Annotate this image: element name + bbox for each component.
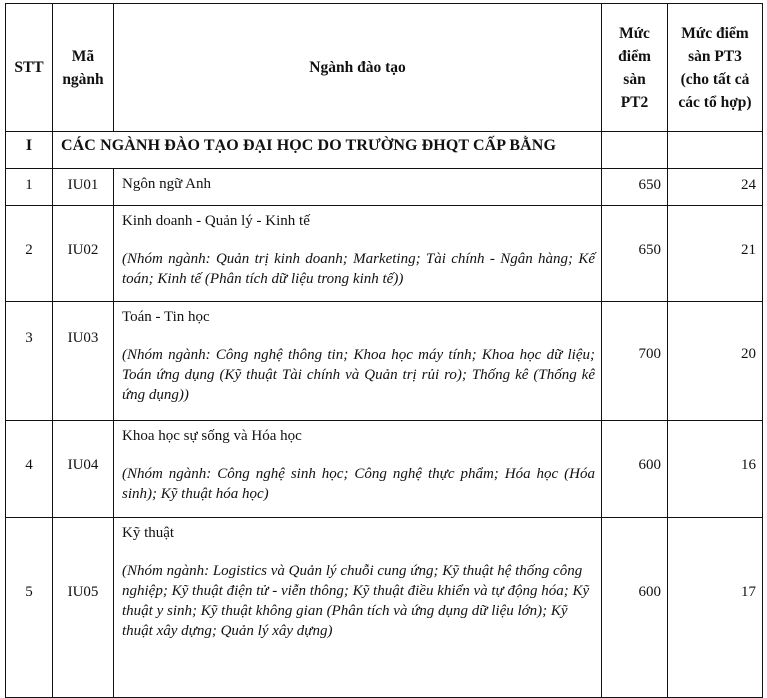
table-row xyxy=(6,206,763,302)
row-major-group: (Nhóm ngành: Công nghệ thông tin; Khoa học máy tính; Khoa học dữ liệu; Toán ứng dụng (Kỹ thuật Tài chính và Quản trị rủi ro); Thống kê (Thống kê ứng dụng)) xyxy=(122,347,595,403)
row-major-group: (Nhóm ngành: Quản trị kinh doanh; Marketing; Tài chính - Ngân hàng; Kế toán; Kinh tế (Phân tích dữ liệu trong kinh tế)) xyxy=(122,251,595,287)
row-stt: 4 xyxy=(6,421,53,518)
row-pt2: 700 xyxy=(602,302,668,421)
row-ma-nganh: IU01 xyxy=(53,169,114,206)
row-major-cell xyxy=(114,518,602,698)
row-ma-nganh: IU04 xyxy=(53,421,114,518)
row-major: Khoa học sự sống và Hóa học xyxy=(122,428,302,444)
row-pt3: 16 xyxy=(668,421,763,518)
table-row xyxy=(6,302,763,421)
row-major-group: (Nhóm ngành: Logistics và Quản lý chuỗi cung ứng; Kỹ thuật hệ thống công nghiệp; Kỹ thuật điện tử - viễn thông; Kỹ thuật điều khiển và tự động hóa; Kỹ thuật y sinh; Kỹ thuật không gian (Phân tích và ứng dụng dữ liệu lớn); Kỹ thuật xây dựng; Quản lý xây dựng) xyxy=(122,563,590,639)
header-nganh-dao-tao: Ngành đào tạo xyxy=(114,4,602,132)
row-major: Ngôn ngữ Anh xyxy=(122,176,211,192)
row-pt3: 20 xyxy=(668,302,763,421)
admission-score-table xyxy=(5,3,763,698)
row-major: Toán - Tin học xyxy=(122,309,210,325)
row-pt2: 600 xyxy=(602,421,668,518)
table-row xyxy=(6,518,763,698)
row-stt: 5 xyxy=(6,518,53,698)
row-major: Kinh doanh - Quản lý - Kinh tế xyxy=(122,213,310,229)
section-pt3-empty xyxy=(668,132,763,169)
header-pt2: Mức điểm sàn PT2 xyxy=(602,4,668,132)
table-row xyxy=(6,169,763,206)
row-pt3: 21 xyxy=(668,206,763,302)
row-ma-nganh: IU02 xyxy=(53,206,114,302)
section-index: I xyxy=(6,132,53,169)
row-ma-nganh: IU05 xyxy=(53,518,114,698)
section-pt2-empty xyxy=(602,132,668,169)
row-pt2: 650 xyxy=(602,206,668,302)
header-pt3: Mức điểm sàn PT3 (cho tất cả các tổ hợp) xyxy=(668,4,763,132)
row-stt: 3 xyxy=(6,302,53,421)
row-stt: 1 xyxy=(6,169,53,206)
table-row xyxy=(6,421,763,518)
row-major-group: (Nhóm ngành: Công nghệ sinh học; Công nghệ thực phẩm; Hóa học (Hóa sinh); Kỹ thuật hóa học) xyxy=(122,466,595,502)
row-pt2: 650 xyxy=(602,169,668,206)
header-row xyxy=(6,4,763,132)
row-major-cell xyxy=(114,421,602,518)
row-ma-nganh: IU03 xyxy=(53,302,114,421)
header-stt: STT xyxy=(6,4,53,132)
row-major-cell xyxy=(114,206,602,302)
header-ma-nganh: Mã ngành xyxy=(53,4,114,132)
row-pt2: 600 xyxy=(602,518,668,698)
row-stt: 2 xyxy=(6,206,53,302)
section-title: CÁC NGÀNH ĐÀO TẠO ĐẠI HỌC DO TRƯỜNG ĐHQT CẤP BẰNG xyxy=(53,132,602,169)
row-pt3: 24 xyxy=(668,169,763,206)
row-major: Kỹ thuật xyxy=(122,525,175,541)
row-major-cell xyxy=(114,302,602,421)
section-row xyxy=(6,132,763,169)
row-pt3: 17 xyxy=(668,518,763,698)
row-major-cell xyxy=(114,169,602,206)
